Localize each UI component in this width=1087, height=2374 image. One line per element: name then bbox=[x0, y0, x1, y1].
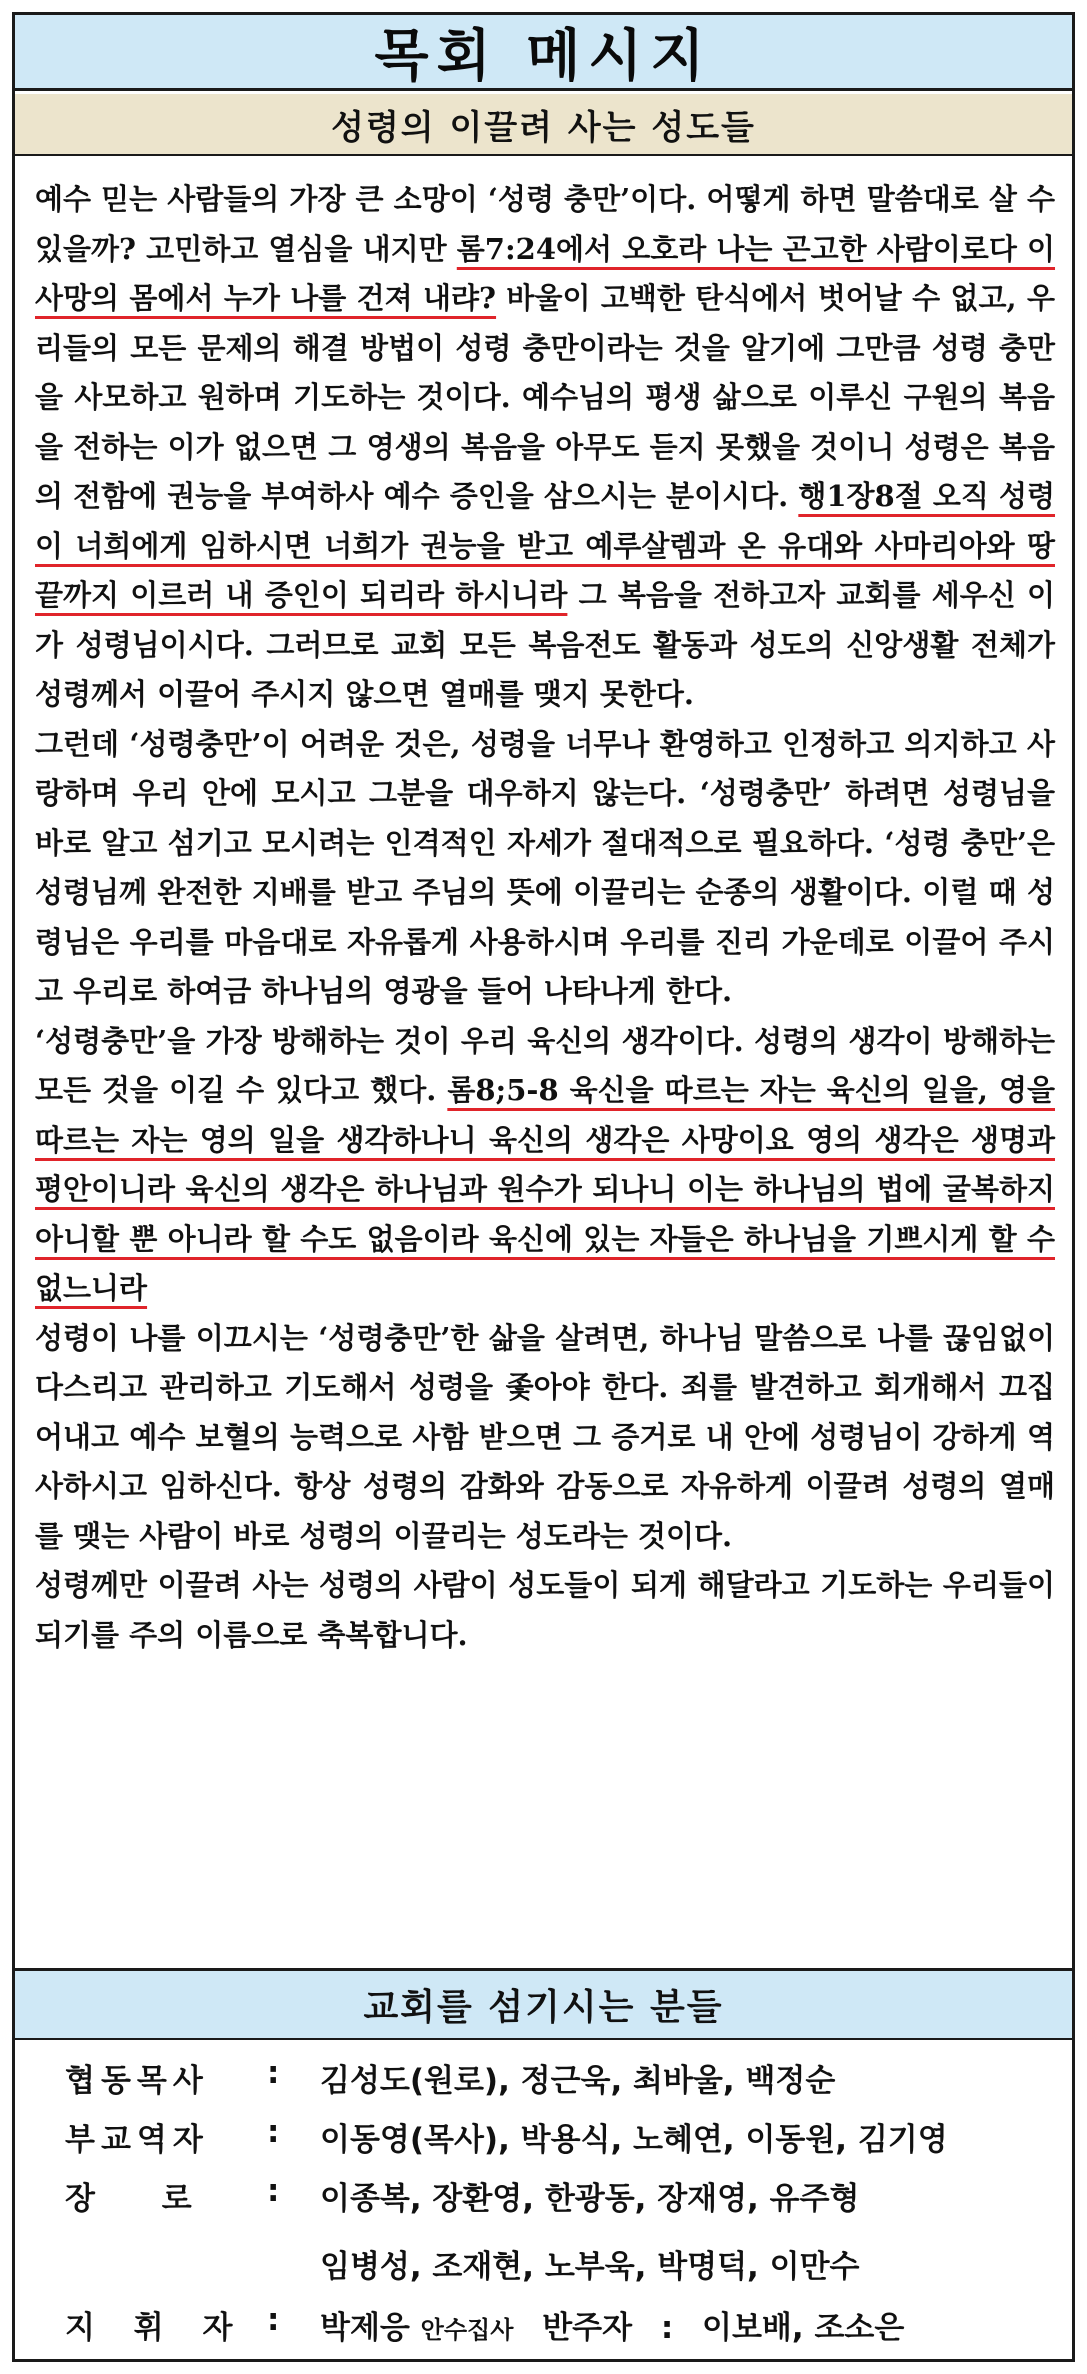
colon: : bbox=[267, 2055, 280, 2091]
paragraph bbox=[35, 175, 1055, 720]
colon: : bbox=[267, 2114, 280, 2150]
accompanist-label: 반주자 bbox=[542, 2310, 633, 2346]
body-text: 성령이 나를 이끄시는 ‘성령충만’한 삶을 살려면, 하나님 말씀으로 나를 끊임없이 다스리고 관리하고 기도해서 성령을 좇아야 한다. 죄를 발견하고 회개해서 끄집어내고 예수 보혈의 능력으로 사함 받으면 그 증거로 내 안에 성령님이 강하게 역사하시고 임하신다. 항상 성령의 감화와 감동으로 자유하게 이끌려 성령의 열매를 맺는 사람이 바로 성령의 이끌리는 성도라는 것이다. bbox=[35, 1320, 1055, 1553]
names: 이동영(목사), 박용식, 노혜연, 이동원, 김기영 bbox=[320, 2122, 948, 2158]
staff-section-title: 교회를 섬기시는 분들 bbox=[15, 1968, 1072, 2040]
scripture-quote: 롬7:24에서 오호라 나는 곤고한 사람이로다 이 사망의 몸에서 누가 나를 건져 내랴? bbox=[35, 231, 1056, 315]
names: 이종복, 장환영, 한광동, 장재영, 유주형 bbox=[320, 2181, 860, 2217]
scripture-quote: 행1장8절 오직 성령이 너희에게 임하시면 너희가 권능을 받고 예루살렘과 온 유대와 사마리아와 땅 끝까지 이르러 내 증인이 되리라 하시니라 bbox=[35, 479, 1056, 612]
page-title: 목회 메시지 bbox=[15, 15, 1072, 91]
staff-row-elders bbox=[15, 2173, 1072, 2229]
bulletin-page bbox=[12, 12, 1075, 2362]
scripture-quote: 롬8;5-8 육신을 따르는 자는 육신의 일을, 영을 따르는 자는 영의 일을 생각하나니 육신의 생각은 사망이요 영의 생각은 생명과 평안이니라 육신의 생각은 하나님과 원수가 되나니 이는 하나님의 법에 굴복하지 아니할 뿐 아니라 할 수도 없음이라 육신에 있는 자들은 하나님을 기쁘시게 할 수 없느니라 bbox=[35, 1073, 1055, 1305]
colon: : bbox=[267, 2302, 280, 2338]
body-text: 성령께만 이끌려 사는 성령의 사람이 성도들이 되게 해달라고 기도하는 우리들이 되기를 주의 이름으로 축복합니다. bbox=[35, 1568, 1055, 1652]
body-text: 바울이 고백한 탄식에서 벗어날 수 없고, 우리들의 모든 문제의 해결 방법이 성령 충만이라는 것을 알기에 그만큼 성령 충만을 사모하고 원하며 기도하는 것이다. 예수님의 평생 삶으로 이루신 구원의 복음을 전하는 이가 없으면 그 영생의 복음을 아무도 듣지 못했을 것이니 성령은 복음의 전함에 권능을 부여하사 예수 증인을 삼으시는 분이시다. bbox=[35, 281, 1056, 513]
staff-row-assistant-ministers bbox=[15, 2114, 1072, 2170]
body-text: 그 복음을 전하고자 교회를 세우신 이가 성령님이시다. 그러므로 교회 모든 복음전도 활동과 성도의 신앙생활 전체가 성령께서 이끌어 주시지 않으면 열매를 맺지 못한다. bbox=[35, 578, 1055, 711]
conductor-title: 안수집사 bbox=[420, 2316, 514, 2344]
paragraph bbox=[35, 1314, 1055, 1562]
names: 김성도(원로), 정근욱, 최바울, 백정순 bbox=[320, 2063, 836, 2099]
message-title: 성령의 이끌려 사는 성도들 bbox=[15, 94, 1072, 156]
colon: : bbox=[660, 2310, 674, 2346]
role-label: 협동목사 bbox=[65, 2063, 209, 2099]
paragraph bbox=[35, 720, 1055, 1017]
paragraph bbox=[35, 1561, 1055, 1660]
colon: : bbox=[267, 2173, 280, 2209]
body-text: 그런데 ‘성령충만’이 어려운 것은, 성령을 너무나 환영하고 인정하고 의지하고 사랑하며 우리 안에 모시고 그분을 대우하지 않는다. ‘성령충만’ 하려면 성령님을 바로 알고 섬기고 모시려는 인격적인 자세가 절대적으로 필요하다. ‘성령 충만’은 성령님께 완전한 지배를 받고 주님의 뜻에 이끌리는 순종의 생활이다. 이럴 때 성령님은 우리를 마음대로 자유롭게 사용하시며 우리를 진리 가운데로 이끌어 주시고 우리로 하여금 하나님의 영광을 들어 나타나게 한다. bbox=[35, 726, 1055, 1008]
paragraph bbox=[35, 1017, 1055, 1314]
role-label: 지 휘 자 bbox=[65, 2310, 247, 2346]
staff-row-elders-continued bbox=[15, 2241, 1072, 2297]
body-text: ‘성령충만’을 가장 방해하는 것이 우리 육신의 생각이다. 성령의 생각이 방해하는 모든 것을 이길 수 있다고 했다. bbox=[35, 1023, 1055, 1107]
message-body bbox=[35, 175, 1055, 1660]
staff-row-associate-pastors bbox=[15, 2055, 1072, 2111]
staff-row-conductor bbox=[15, 2302, 1072, 2358]
role-label: 장 로 bbox=[65, 2181, 220, 2217]
body-text: 예수 믿는 사람들의 가장 큰 소망이 ‘성령 충만’이다. 어떻게 하면 말씀대로 살 수 있을까? 고민하고 열심을 내지만 bbox=[35, 182, 1055, 266]
conductor-name: 박제응 bbox=[320, 2310, 410, 2346]
names: 임병성, 조재현, 노부욱, 박명덕, 이만수 bbox=[320, 2249, 860, 2285]
accompanist-names: 이보배, 조소은 bbox=[702, 2310, 905, 2346]
role-label: 부교역자 bbox=[65, 2122, 209, 2158]
conductor-line bbox=[320, 2302, 904, 2347]
